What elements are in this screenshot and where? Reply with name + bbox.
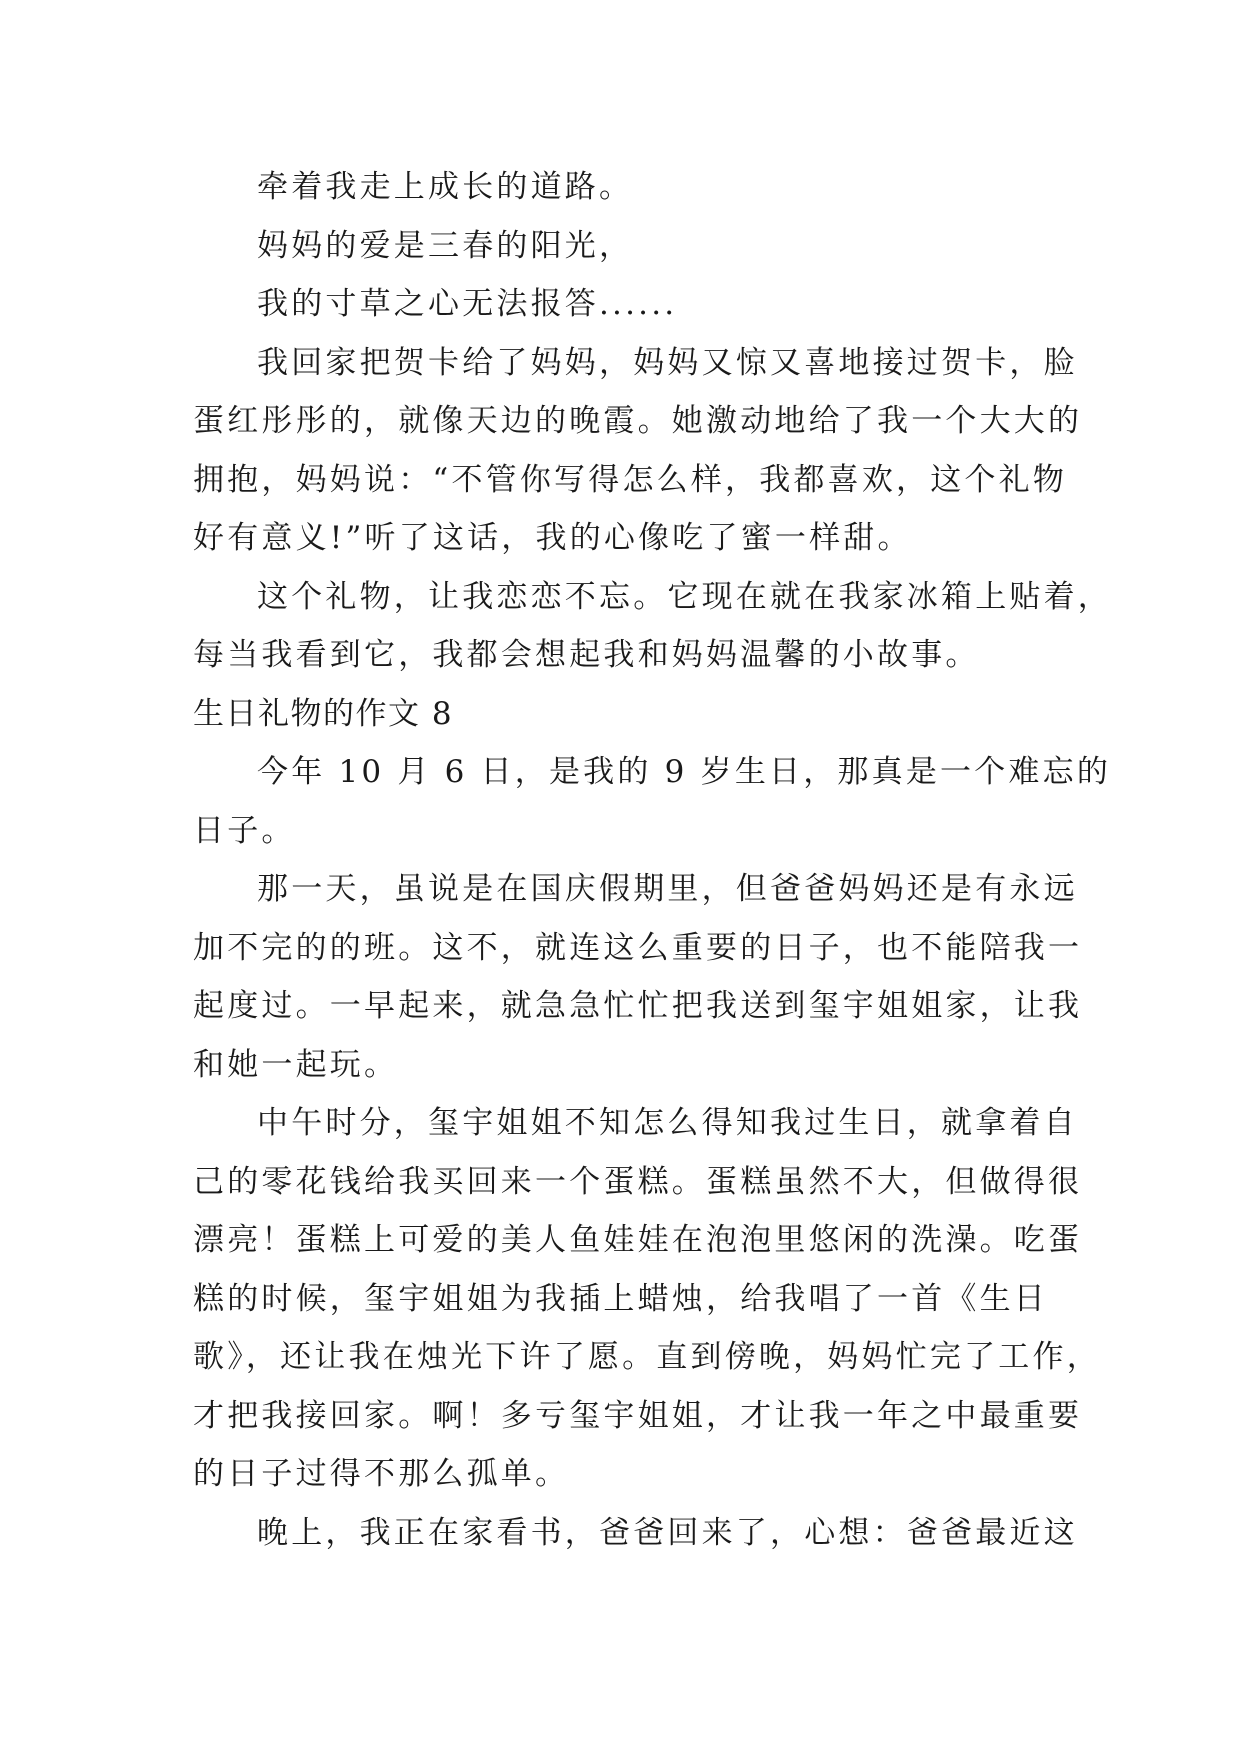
paragraph-first-line: 晚上，我正在家看书，爸爸回来了，心想：爸爸最近这 (257, 1514, 1078, 1551)
text-line: 好有意义!”听了这话，我的心像吃了蜜一样甜。 (193, 520, 912, 556)
text-line: 蛋红彤彤的，就像天边的晚霞。她激动地给了我一个大大的 (193, 403, 1083, 439)
paragraph-first-line: 我回家把贺卡给了妈妈，妈妈又惊又喜地接过贺卡，脸 (257, 344, 1078, 381)
text-line: 我的寸草之心无法报答...... (257, 286, 678, 322)
text-line: 日子。 (193, 812, 296, 849)
document-body (193, 158, 1112, 1562)
text-line: 和她一起玩。 (193, 1046, 399, 1083)
paragraph-first-line: 中午时分，玺宇姐姐不知怎么得知我过生日，就拿着自 (257, 1105, 1078, 1141)
paragraph-first-line: 这个礼物，让我恋恋不忘。它现在就在我家冰箱上贴着， (257, 578, 1112, 615)
text-line: 妈妈的爱是三春的阳光， (257, 227, 634, 264)
text-line: 拥抱，妈妈说：“不管你写得怎么样，我都喜欢，这个礼物 (193, 461, 1068, 498)
text-line: 才把我接回家。啊！多亏玺宇姐姐，才让我一年之中最重要 (193, 1397, 1083, 1434)
text-line: 漂亮！蛋糕上可爱的美人鱼娃娃在泡泡里悠闲的洗澡。吃蛋 (193, 1222, 1083, 1258)
text-line: 歌》，还让我在烛光下许了愿。直到傍晚，妈妈忙完了工作， (193, 1339, 1101, 1375)
paragraph-first-line: 那一天，虽说是在国庆假期里，但爸爸妈妈还是有永远 (257, 871, 1078, 907)
text-line: 的日子过得不那么孤单。 (193, 1456, 570, 1492)
text-line: 牵着我走上成长的道路。 (257, 169, 634, 205)
text-line: 起度过。一早起来，就急急忙忙把我送到玺宇姐姐家，让我 (193, 988, 1083, 1024)
text-line: 每当我看到它，我都会想起我和妈妈温馨的小故事。 (193, 637, 980, 673)
section-heading: 生日礼物的作文 8 (193, 695, 454, 732)
paragraph-first-line: 今年 10 月 6 日，是我的 9 岁生日，那真是一个难忘的 (257, 754, 1112, 790)
text-line: 己的零花钱给我买回来一个蛋糕。蛋糕虽然不大，但做得很 (193, 1163, 1083, 1200)
text-line: 加不完的的班。这不，就连这么重要的日子，也不能陪我一 (193, 929, 1083, 966)
text-line: 糕的时候，玺宇姐姐为我插上蜡烛，给我唱了一首《生日 (193, 1280, 1048, 1317)
